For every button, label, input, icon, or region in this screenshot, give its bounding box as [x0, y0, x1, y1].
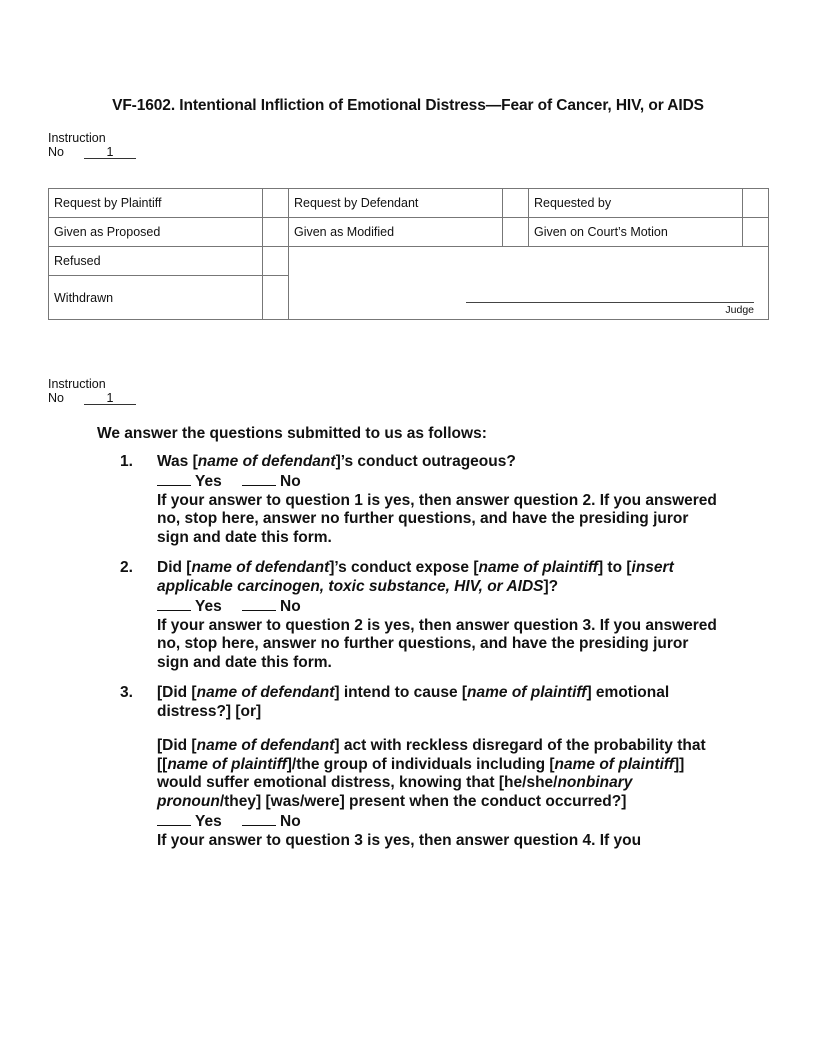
instruction-number-block [48, 131, 136, 159]
text: ] intend to cause [ [334, 684, 468, 701]
given-on-courts-motion-label: Given on Court’s Motion [528, 218, 742, 247]
question-text [157, 559, 717, 596]
requested-by-checkbox[interactable] [742, 189, 768, 218]
given-as-modified-label: Given as Modified [288, 218, 502, 247]
placeholder-text: name of defendant [197, 452, 336, 470]
yes-label: Yes [195, 813, 222, 830]
yes-blank[interactable] [157, 596, 191, 611]
text: ] act with reckless disregard of the probability that [[ [157, 737, 706, 773]
question-text [157, 684, 717, 721]
document-title: VF-1602. Intentional Infliction of Emotional Distress—Fear of Cancer, HIV, or AIDS [112, 97, 704, 114]
yes-no-answer [157, 471, 717, 492]
verdict-form [97, 425, 717, 862]
request-table [48, 188, 769, 320]
question-number: 1. [120, 452, 133, 470]
yes-no-answer [157, 596, 717, 617]
instruction-label: Instruction [48, 131, 106, 145]
given-on-courts-motion-checkbox[interactable] [742, 218, 768, 247]
text: ]/the group of individuals including [ [286, 755, 555, 773]
yes-no-answer [157, 811, 717, 832]
follow-up-instruction: If your answer to question 1 is yes, then answer question 2. If you answered no, stop here, answer no further questions, and have the presiding juror sign and date this form. [157, 491, 717, 546]
question-alt-text [157, 737, 717, 811]
question-2 [97, 559, 717, 684]
instruction-number-field[interactable]: 1 [84, 146, 136, 159]
given-as-proposed-checkbox[interactable] [263, 218, 289, 247]
placeholder-text: name of plaintiff [467, 684, 587, 701]
placeholder-text: nonbinary pronoun [157, 774, 633, 810]
question-number: 3. [120, 684, 133, 701]
no-blank[interactable] [242, 811, 276, 826]
no-label: No [280, 813, 301, 830]
question-text [157, 453, 717, 472]
verdict-intro: We answer the questions submitted to us as follows: [97, 425, 487, 442]
follow-up-instruction: If your answer to question 3 is yes, then answer question 4. If you [157, 831, 642, 849]
instruction-number-field[interactable]: 1 [84, 392, 136, 405]
instruction-number-block-2 [48, 377, 136, 405]
yes-blank[interactable] [157, 811, 191, 826]
question-3 [97, 684, 717, 862]
instruction-label: Instruction [48, 377, 106, 391]
request-by-plaintiff-checkbox[interactable] [263, 189, 289, 218]
text: /they] [was/were] present when the conduct occurred?] [219, 792, 627, 810]
no-blank[interactable] [242, 471, 276, 486]
requested-by-label: Requested by [528, 189, 742, 218]
placeholder-text: name of defendant [196, 737, 335, 754]
withdrawn-checkbox[interactable] [263, 276, 289, 320]
placeholder-text: insert applicable carcinogen, toxic substance, HIV, or AIDS [157, 559, 674, 595]
no-label: No [48, 145, 64, 159]
question-number: 2. [120, 559, 133, 576]
no-label: No [48, 391, 64, 405]
judge-label: Judge [725, 304, 754, 316]
judge-signature-line[interactable] [466, 302, 754, 303]
text: ]’s conduct expose [ [329, 559, 479, 576]
text: ] to [ [597, 559, 632, 576]
placeholder-text: name of plaintiff [478, 559, 598, 576]
given-as-proposed-label: Given as Proposed [49, 218, 263, 247]
given-as-modified-checkbox[interactable] [503, 218, 529, 247]
text: Was [ [157, 452, 198, 470]
follow-up-instruction: If your answer to question 2 is yes, then answer question 3. If you answered no, stop here, answer no further questions, and have the presiding juror sign and date this form. [157, 616, 717, 671]
question-1 [97, 453, 717, 560]
placeholder-text: name of plaintiff [167, 755, 287, 773]
refused-label: Refused [49, 247, 263, 276]
refused-checkbox[interactable] [263, 247, 289, 276]
no-blank[interactable] [242, 596, 276, 611]
no-label: No [280, 598, 301, 615]
text: [Did [ [157, 737, 197, 754]
yes-blank[interactable] [157, 471, 191, 486]
request-by-defendant-label: Request by Defendant [288, 189, 502, 218]
text: ]? [543, 577, 559, 595]
withdrawn-label: Withdrawn [49, 276, 263, 320]
placeholder-text: name of defendant [196, 684, 335, 701]
no-label: No [280, 473, 301, 490]
placeholder-text: name of plaintiff [554, 755, 674, 773]
text: ]’s conduct outrageous? [335, 452, 516, 470]
yes-label: Yes [195, 473, 222, 490]
judge-signature-area [288, 247, 768, 320]
placeholder-text: name of defendant [191, 559, 330, 576]
request-by-plaintiff-label: Request by Plaintiff [49, 189, 263, 218]
text: [Did [ [157, 684, 197, 701]
request-by-defendant-checkbox[interactable] [503, 189, 529, 218]
text: ] emotional distress?] [or] [157, 684, 670, 720]
text: ]] would suffer emotional distress, knowing that [he/she/ [157, 755, 685, 791]
yes-label: Yes [195, 598, 222, 615]
text: Did [ [157, 559, 192, 576]
